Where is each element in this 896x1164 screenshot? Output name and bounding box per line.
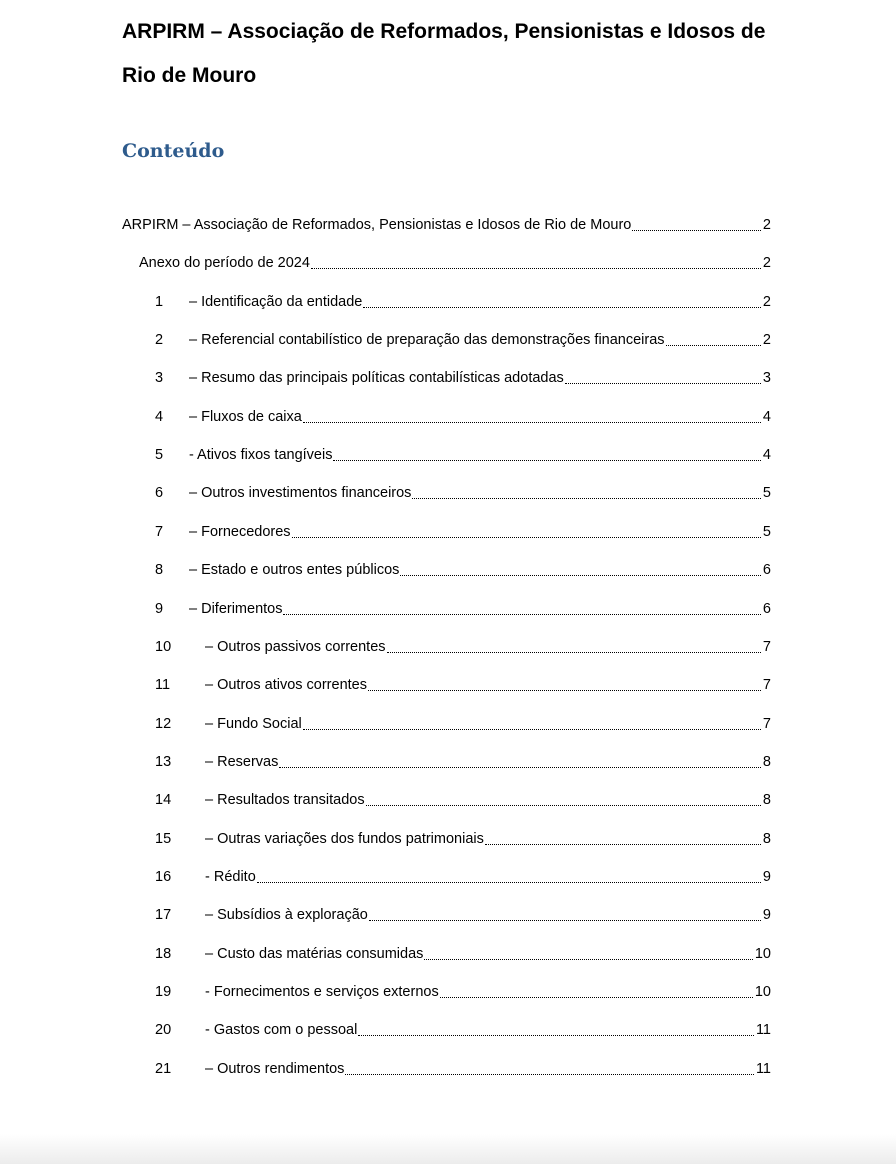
- toc-page-number: 6: [762, 600, 771, 617]
- toc-page-number: 8: [762, 830, 771, 847]
- toc-entry-number: 3: [155, 370, 164, 387]
- toc-entry[interactable]: [155, 291, 771, 313]
- toc-dot-leader: [358, 1019, 754, 1041]
- toc-entry[interactable]: [122, 214, 771, 236]
- toc-entry[interactable]: [155, 482, 771, 504]
- toc-page-number: 2: [762, 217, 771, 233]
- toc-page-number: 4: [762, 408, 771, 425]
- toc-page-number: 2: [762, 293, 771, 310]
- toc-entry-text: – Subsídios à exploração: [205, 907, 368, 924]
- toc-entry-number: 5: [155, 447, 164, 464]
- toc-entry-number: 9: [155, 600, 164, 617]
- toc-entry[interactable]: [155, 367, 771, 389]
- toc-dot-leader: [424, 943, 752, 965]
- toc-entry[interactable]: [139, 252, 771, 274]
- toc-entry-text: – Resumo das principais políticas contabilísticas adotadas: [189, 370, 564, 387]
- toc-page-number: 7: [762, 638, 771, 655]
- toc-page-number: 4: [762, 447, 771, 464]
- document-title: ARPIRM – Associação de Reformados, Pensionistas e Idosos de Rio de Mouro: [122, 20, 766, 87]
- toc-page-number: 5: [762, 523, 771, 540]
- toc-dot-leader: [283, 598, 760, 620]
- toc-entry[interactable]: [155, 751, 771, 773]
- toc-entry[interactable]: [155, 904, 771, 926]
- toc-entry[interactable]: [155, 329, 771, 351]
- toc-entry-text: – Outras variações dos fundos patrimoniais: [205, 830, 484, 847]
- toc-entry-number: 17: [155, 907, 172, 924]
- toc-entry-text: – Referencial contabilístico de preparação das demonstrações financeiras: [189, 332, 665, 349]
- toc-dot-leader: [333, 444, 760, 466]
- toc-entry-text: - Ativos fixos tangíveis: [189, 447, 333, 464]
- toc-entry-number: 4: [155, 408, 164, 425]
- toc-dot-leader: [387, 636, 761, 658]
- toc-entry-number: 12: [155, 715, 172, 732]
- toc-entry-text: – Reservas: [205, 753, 279, 770]
- toc-page-number: 8: [762, 792, 771, 809]
- toc-dot-leader: [257, 866, 761, 888]
- toc-entry-text: – Diferimentos: [189, 600, 283, 617]
- toc-entry-text: - Gastos com o pessoal: [205, 1022, 358, 1039]
- toc-page-number: 11: [755, 1022, 771, 1039]
- toc-entry[interactable]: [155, 598, 771, 620]
- toc-entry-text: – Fluxos de caixa: [189, 408, 302, 425]
- toc-dot-leader: [279, 751, 761, 773]
- toc-entry-number: 7: [155, 523, 164, 540]
- toc-entry[interactable]: [155, 636, 771, 658]
- toc-page-number: 5: [762, 485, 771, 502]
- toc-entry-text: - Rédito: [205, 868, 256, 885]
- toc-entry[interactable]: [155, 406, 771, 428]
- toc-entry-text: – Outros passivos correntes: [205, 638, 386, 655]
- toc-entry[interactable]: [155, 713, 771, 735]
- toc-entry[interactable]: [155, 789, 771, 811]
- toc-dot-leader: [440, 981, 753, 1003]
- toc-page-number: 10: [754, 984, 771, 1000]
- toc-dot-leader: [303, 406, 761, 428]
- toc-entry[interactable]: [155, 521, 771, 543]
- toc-entry-number: 1: [155, 293, 164, 310]
- toc-entry-number: 10: [155, 638, 172, 655]
- toc-page-number: 8: [762, 753, 771, 770]
- toc-entry[interactable]: [155, 981, 771, 1003]
- toc-page-number: 2: [762, 332, 771, 349]
- toc-page-number: 9: [762, 907, 771, 924]
- toc-entry-number: 20: [155, 1022, 172, 1039]
- toc-page-number: 7: [762, 715, 771, 732]
- page-shadow: [0, 1134, 896, 1164]
- toc-entry[interactable]: [155, 1019, 771, 1041]
- toc-dot-leader: [363, 291, 761, 313]
- toc-entry-text: – Custo das matérias consumidas: [205, 945, 424, 962]
- toc-dot-leader: [412, 482, 760, 504]
- toc-heading: Conteúdo: [122, 140, 225, 162]
- toc-page-number: 2: [762, 255, 771, 272]
- toc-entry-number: 2: [155, 332, 164, 349]
- toc-entry[interactable]: [155, 866, 771, 888]
- toc-entry-text: – Outros investimentos financeiros: [189, 485, 412, 502]
- toc-page-number: 11: [755, 1060, 771, 1077]
- toc-entry-text: ARPIRM – Associação de Reformados, Pensionistas e Idosos de Rio de Mouro: [122, 217, 632, 233]
- toc-dot-leader: [369, 904, 761, 926]
- toc-entry-text: Anexo do período de 2024: [139, 255, 310, 272]
- toc-dot-leader: [311, 252, 761, 274]
- toc-entry-number: 13: [155, 753, 172, 770]
- toc-entry-number: 6: [155, 485, 164, 502]
- toc-dot-leader: [303, 713, 761, 735]
- toc-dot-leader: [292, 521, 761, 543]
- toc-entry-text: – Resultados transitados: [205, 792, 365, 809]
- toc-dot-leader: [400, 559, 761, 581]
- toc-entry-text: – Fornecedores: [189, 523, 291, 540]
- toc-entry-number: 15: [155, 830, 172, 847]
- toc-dot-leader: [565, 367, 761, 389]
- toc-entry-number: 18: [155, 945, 172, 962]
- toc-page-number: 9: [762, 868, 771, 885]
- toc-dot-leader: [485, 828, 761, 850]
- toc-entry-text: – Estado e outros entes públicos: [189, 562, 400, 579]
- toc-entry-number: 19: [155, 984, 172, 1000]
- toc-page-number: 7: [762, 677, 771, 694]
- toc-dot-leader: [632, 214, 761, 236]
- toc-page-number: 3: [762, 370, 771, 387]
- toc-entry[interactable]: [155, 1058, 771, 1080]
- toc-entry-text: – Identificação da entidade: [189, 293, 363, 310]
- toc-entry[interactable]: [155, 943, 771, 965]
- toc-entry-number: 11: [155, 677, 171, 694]
- toc-entry-number: 16: [155, 868, 172, 885]
- toc-dot-leader: [345, 1058, 754, 1080]
- toc-entry-text: - Fornecimentos e serviços externos: [205, 984, 439, 1000]
- toc-page-number: 10: [754, 945, 771, 962]
- toc-entry-text: – Fundo Social: [205, 715, 302, 732]
- toc-entry-number: 21: [155, 1060, 172, 1077]
- toc-page-number: 6: [762, 562, 771, 579]
- toc-dot-leader: [366, 789, 761, 811]
- toc-entry[interactable]: [155, 559, 771, 581]
- toc-dot-leader: [368, 674, 761, 696]
- toc-dot-leader: [666, 329, 761, 351]
- toc-entry[interactable]: [155, 444, 771, 466]
- toc-entry-text: – Outros rendimentos: [205, 1060, 345, 1077]
- toc-entry-number: 8: [155, 562, 164, 579]
- toc-entry-number: 14: [155, 792, 172, 809]
- toc-entry[interactable]: [155, 674, 771, 696]
- toc-entry[interactable]: [155, 828, 771, 850]
- toc-entry-text: – Outros ativos correntes: [205, 677, 367, 694]
